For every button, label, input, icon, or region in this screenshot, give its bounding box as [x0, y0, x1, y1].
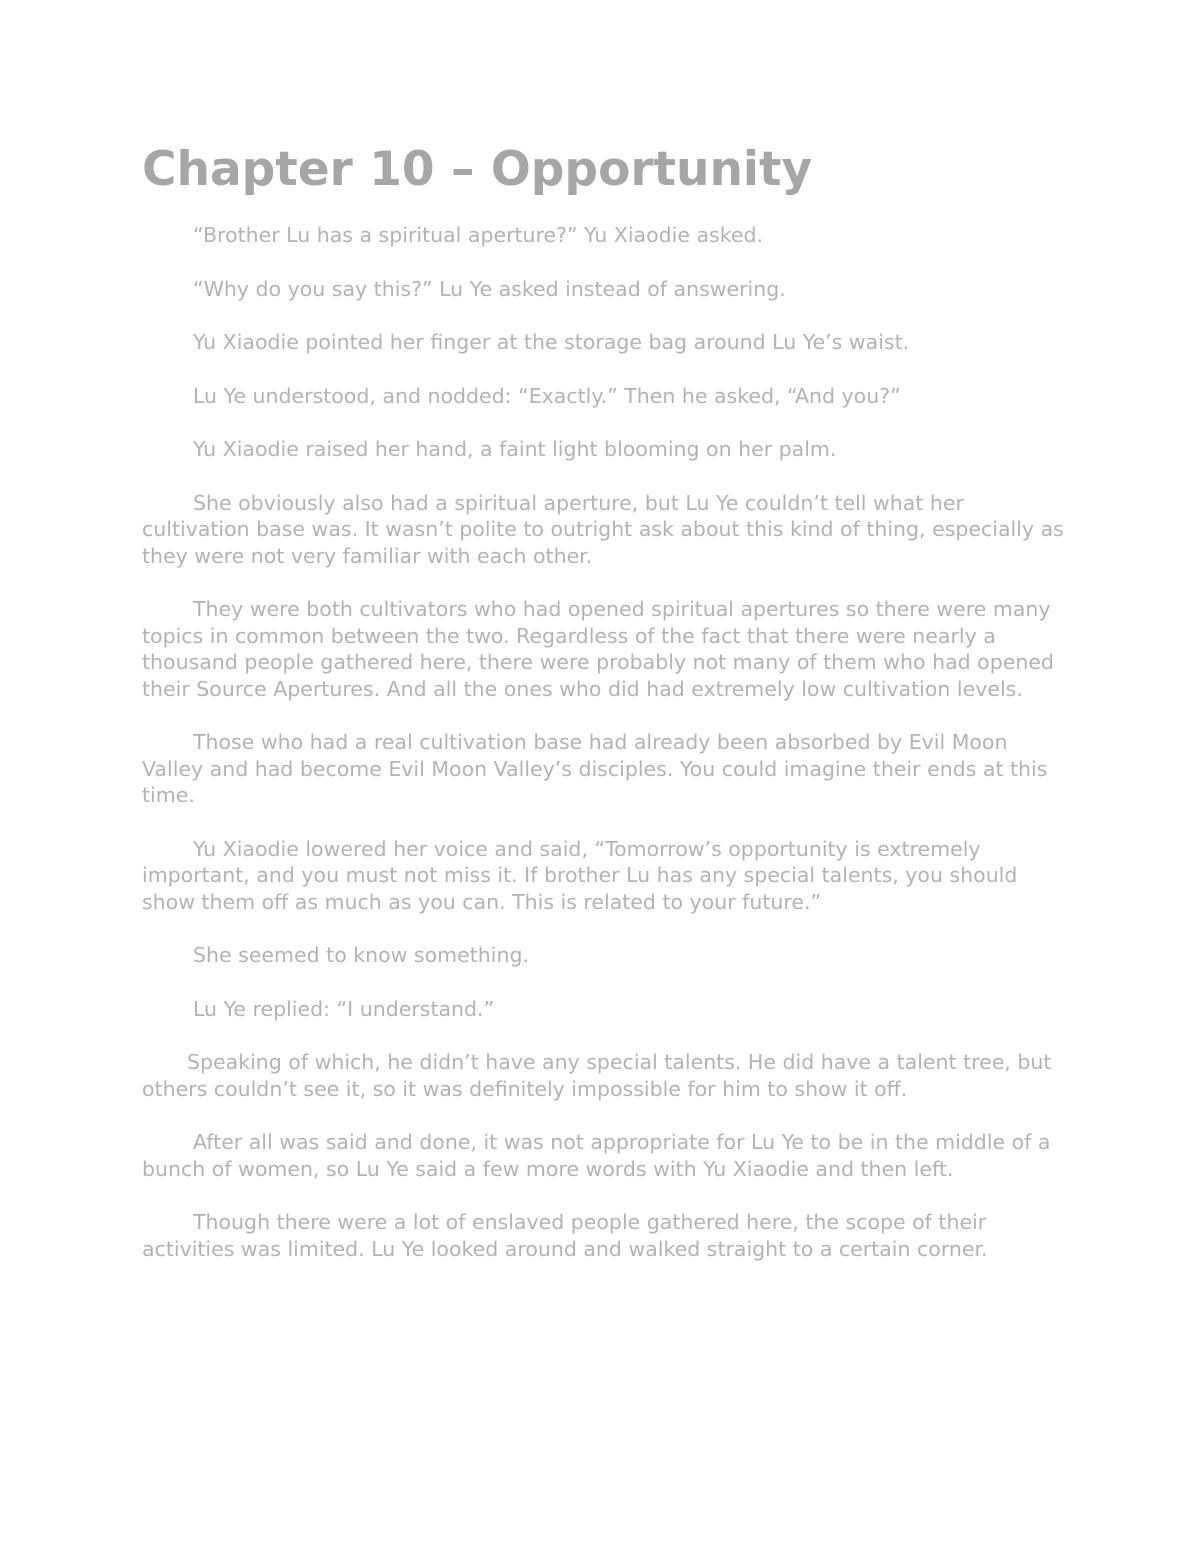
chapter-title: Chapter 10 – Opportunity [142, 142, 813, 197]
paragraph: Though there were a lot of enslaved people gathered here, the scope of their activities was limited. Lu Ye looked around and walked straight to a certain corner. [142, 1210, 988, 1261]
paragraph: Speaking of which, he didn’t have any special talents. He did have a talent tree, but others couldn’t see it, so it was definitely impossible for him to show it off. [142, 1050, 1052, 1101]
paragraph: Yu Xiaodie lowered her voice and said, “Tomorrow’s opportunity is extremely important, and you must not miss it. If brother Lu has any special talents, you should show them off as much as you can. This is related to your future.” [142, 836, 1018, 914]
paragraph: Those who had a real cultivation base had already been absorbed by Evil Moon Valley and had become Evil Moon Valley’s disciples. You could imagine their ends at this time. [142, 730, 1048, 807]
paragraph: “Why do you say this?” Lu Ye asked instead of answering. [193, 276, 786, 301]
chapter-body [142, 222, 1067, 1289]
paragraph: Lu Ye replied: “I understand.” [193, 996, 495, 1021]
paragraph: They were both cultivators who had opened spiritual apertures so there were many topics in common between the two. Regardless of the fact that there were nearly a thousand people gathered here, there were probably not many of them who had opened their Source Apertures. And all the ones who did had extremely low cultivation levels. [142, 597, 1054, 701]
paragraph: Yu Xiaodie pointed her finger at the storage bag around Lu Ye’s waist. [193, 330, 910, 354]
paragraph: Yu Xiaodie raised her hand, a faint light blooming on her palm. [193, 437, 837, 461]
paragraph: She seemed to know something. [193, 943, 529, 967]
paragraph: She obviously also had a spiritual aperture, but Lu Ye couldn’t tell what her cultivation base was. It wasn’t polite to outright ask about this kind of thing, especially as they were not very familiar with each other. [142, 490, 1064, 568]
paragraph: Lu Ye understood, and nodded: “Exactly.” Then he asked, “And you?” [193, 383, 901, 408]
paragraph: “Brother Lu has a spiritual aperture?” Yu Xiaodie asked. [193, 223, 764, 247]
paragraph: After all was said and done, it was not appropriate for Lu Ye to be in the middle of a bunch of women, so Lu Ye said a few more words with Yu Xiaodie and then left. [142, 1130, 1051, 1181]
